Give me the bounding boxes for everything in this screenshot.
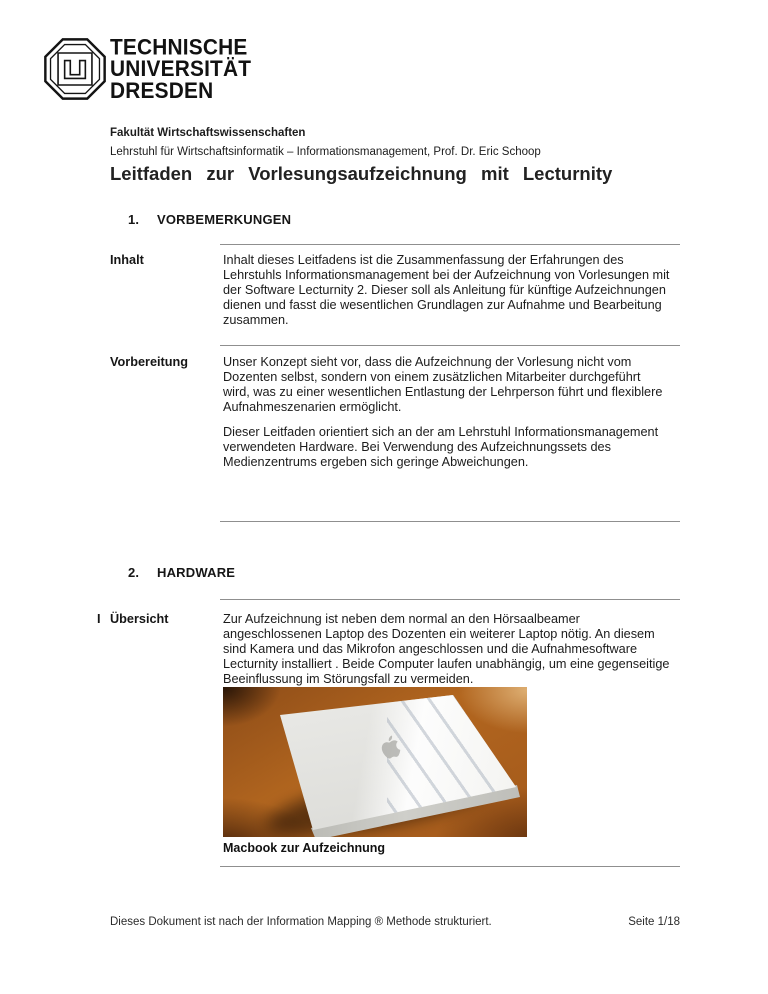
section-vorbemerkungen <box>110 212 670 522</box>
faculty-name: Fakultät Wirtschaftswissenschaften <box>110 127 306 139</box>
paragraph: Zur Aufzeichnung ist neben dem normal an den Hörsaalbeamer angeschlossenen Laptop des Dozenten ein weiterer Laptop nötig. An diesem sind Kamera und das Mikrofon angeschlossen und die Aufnahmesoftware Lecturnity installiert . Beide Computer laufen unabhängig, um eine gegenseitige Beeinflussung im Störungsfall zu vermeiden. <box>223 612 670 686</box>
block-label: Vorbereitung <box>110 355 189 369</box>
section-1-title: VORBEMERKUNGEN <box>157 212 292 227</box>
section-rule <box>220 866 680 867</box>
block-label: Inhalt <box>110 253 144 267</box>
footer-note: Dieses Dokument ist nach der Information Mapping ® Methode strukturiert. <box>110 916 492 928</box>
section-2-number: 2. <box>128 565 140 580</box>
tu-dresden-logo-icon <box>43 37 107 101</box>
chair-name: Lehrstuhl für Wirtschaftsinformatik – Informationsmanagement, Prof. Dr. Eric Schoop <box>110 146 541 158</box>
document-title: Leitfaden zur Vorlesungsaufzeichnung mit Lecturnity <box>110 163 613 184</box>
section-1-number: 1. <box>128 212 140 227</box>
tu-dresden-logo-wordmark <box>110 34 252 103</box>
masthead <box>110 0 670 103</box>
block-body <box>223 253 670 328</box>
block-label-text: Übersicht <box>110 612 169 626</box>
block-body <box>223 355 670 470</box>
macbook-figure <box>223 687 670 856</box>
block-body <box>223 612 670 856</box>
paragraph: Unser Konzept sieht vor, dass die Aufzeichnung der Vorlesung nicht vom Dozenten selbst, sondern von einem zusätzlichen Mitarbeiter durchgeführt wird, was zu einer wesentlichen Entlastung der Lehrperson führt und flexiblere Aufnahmeszenarien ermöglicht. <box>223 355 663 414</box>
laptop-lid <box>223 687 527 837</box>
section-2-heading <box>110 565 670 580</box>
paragraph: Inhalt dieses Leitfadens ist die Zusammenfassung der Erfahrungen des Lehrstuhls Informationsmanagement bei der Aufzeichnung von Vorlesungen mit der Software Lecturnity 2. Dieser soll als Anleitung für künftige Aufzeichnungen dienen und fasst die wesentlichen Grundlagen zur Aufnahme und Bearbeitung zusammen. <box>223 253 670 327</box>
block-vorbereitung <box>110 346 670 521</box>
section-rule <box>220 521 680 522</box>
block-uebersicht <box>97 600 670 866</box>
page-number: Seite 1/18 <box>628 916 680 928</box>
section-hardware <box>97 565 670 867</box>
paragraph: Dieser Leitfaden orientiert sich an der am Lehrstuhl Informationsmanagement verwendeten Hardware. Bei Verwendung des Aufzeichnungssets des Medienzentrums ergeben sich geringe Abweichungen. <box>223 425 659 469</box>
logo-line-2: UNIVERSITÄT <box>110 56 252 82</box>
logo-line-1: TECHNISCHE <box>110 34 248 60</box>
block-inhalt <box>110 245 670 345</box>
block-label <box>97 612 223 856</box>
logo-line-3: DRESDEN <box>110 78 214 103</box>
block-label-marker: I <box>97 612 101 626</box>
section-2-title: HARDWARE <box>157 565 236 580</box>
macbook-photo <box>223 687 527 837</box>
page-footer <box>110 916 680 929</box>
figure-caption: Macbook zur Aufzeichnung <box>223 841 386 855</box>
section-1-heading <box>110 212 670 227</box>
